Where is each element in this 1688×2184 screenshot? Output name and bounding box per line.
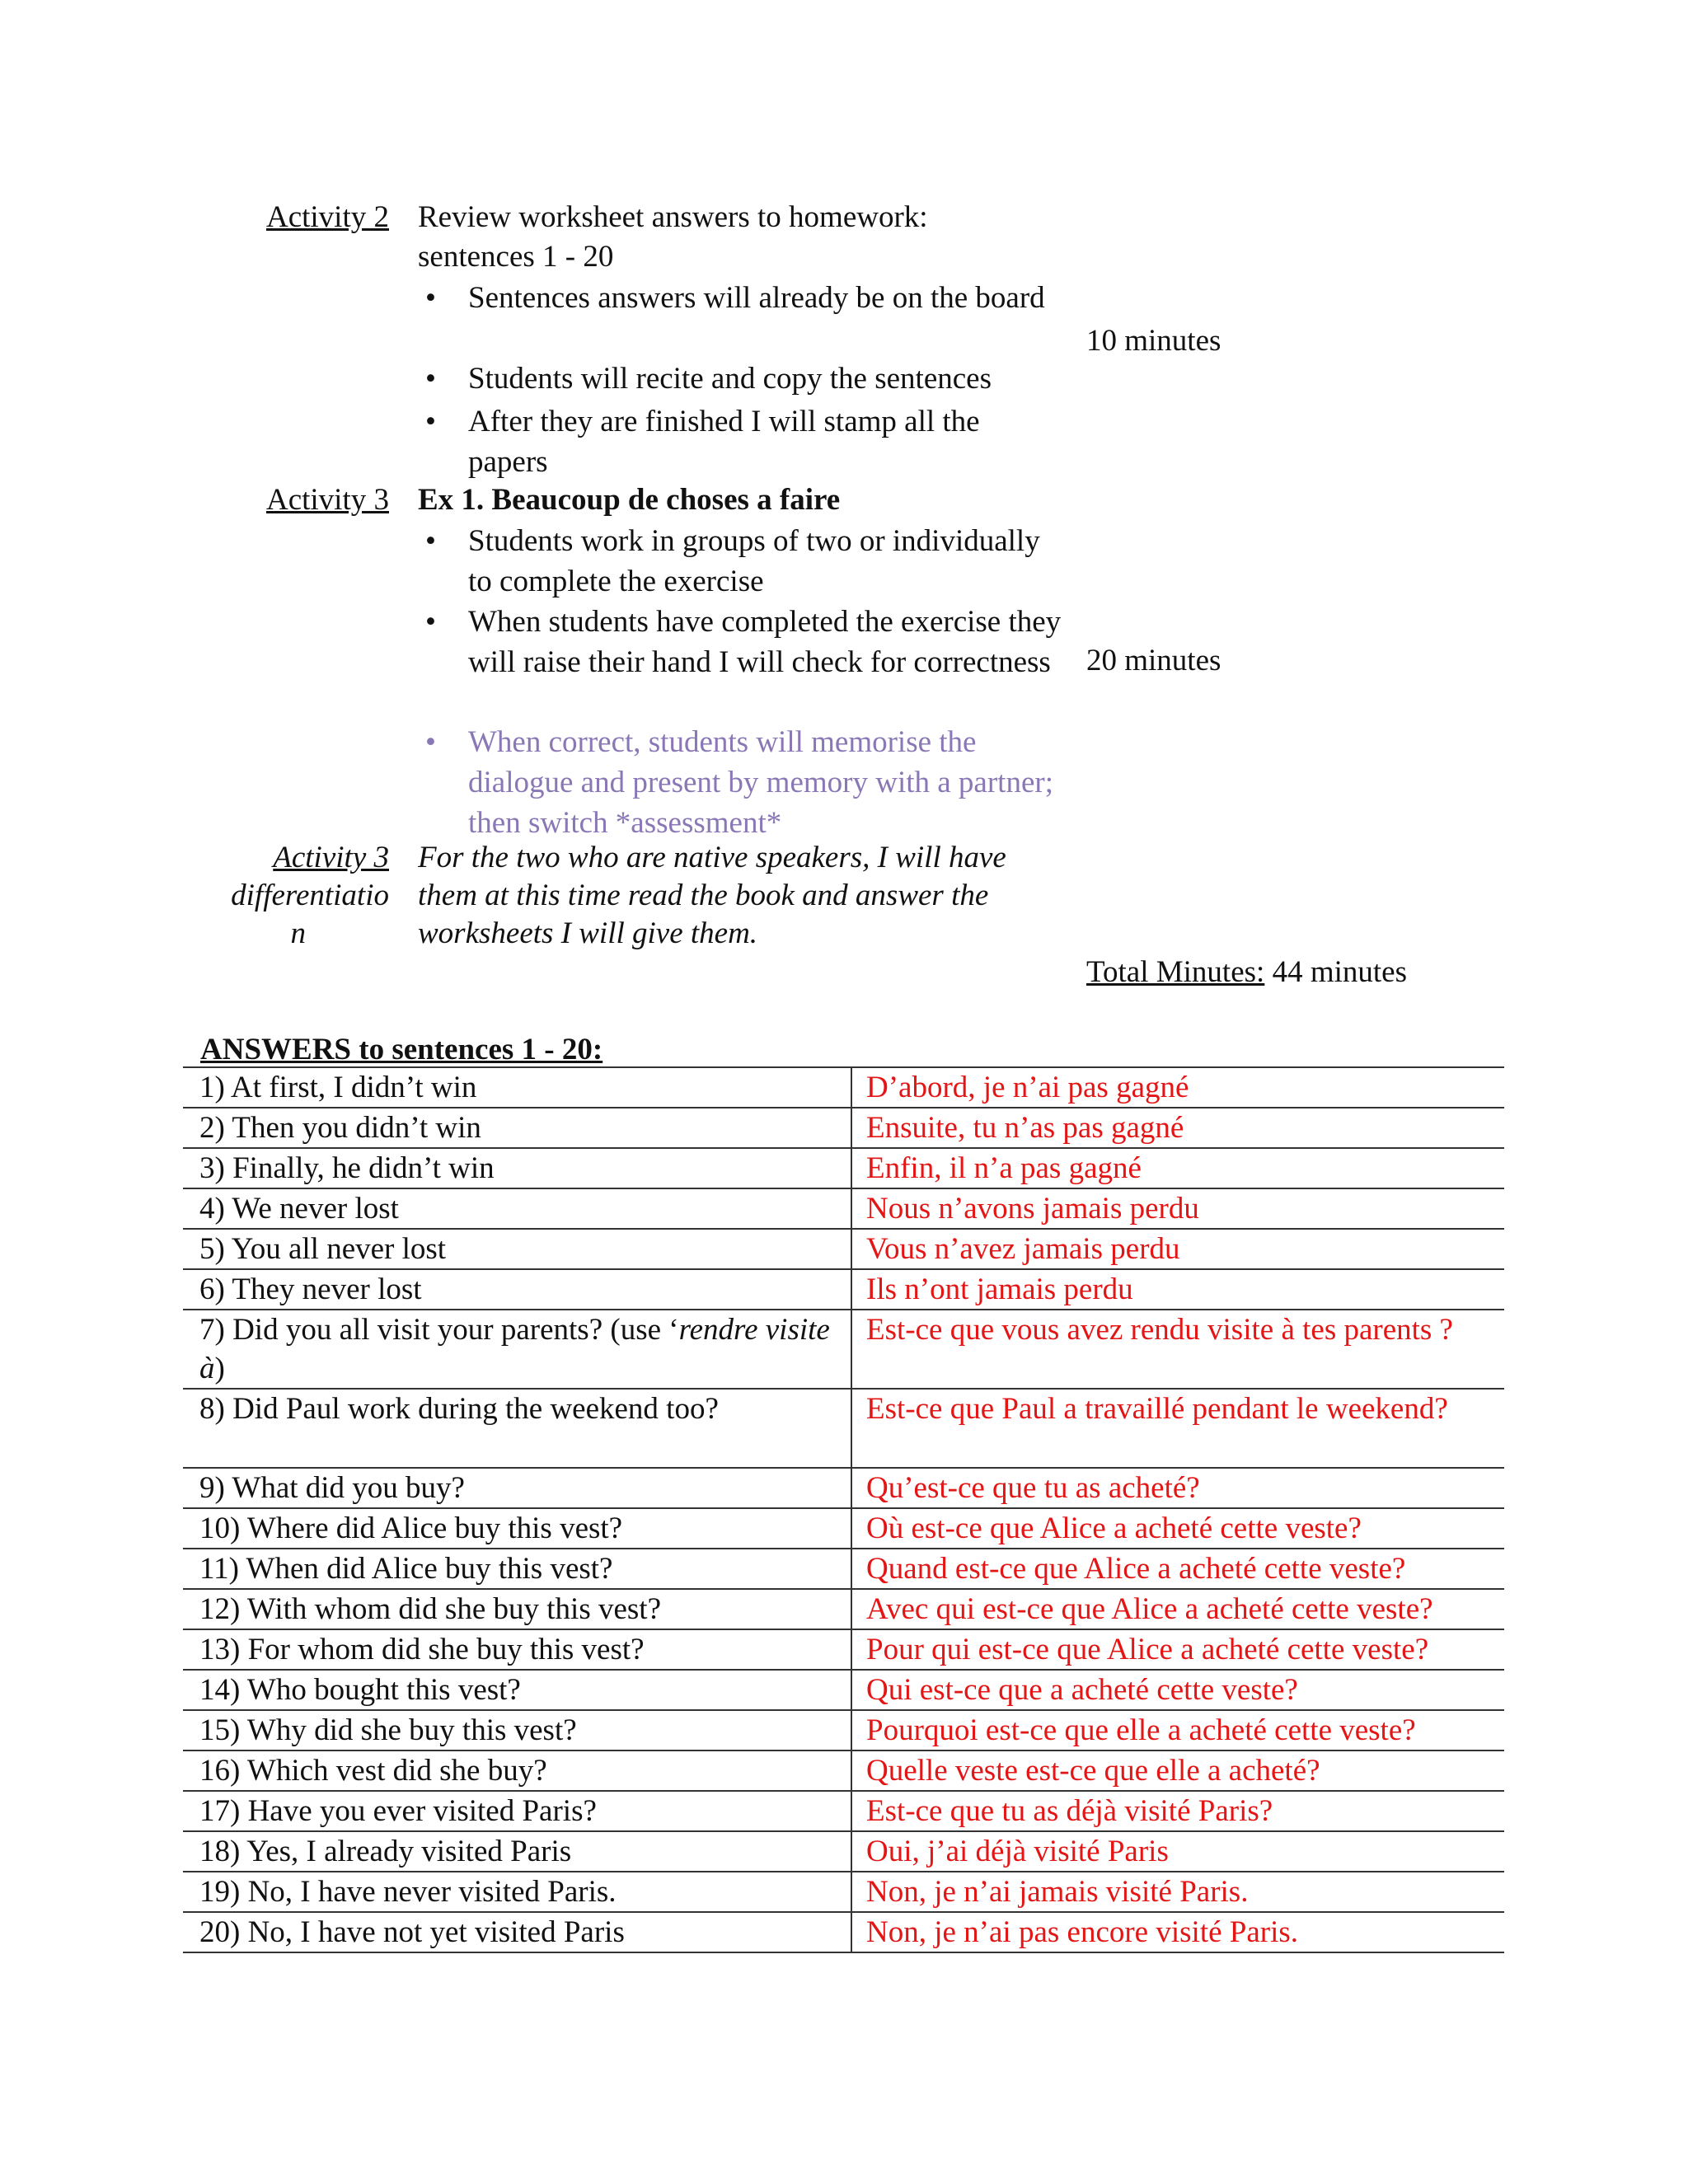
- differentiation-label-line3: n: [290, 916, 306, 950]
- table-row: [183, 1188, 1504, 1229]
- table-row: [183, 1508, 1504, 1549]
- english-cell: 4) We never lost: [183, 1188, 851, 1229]
- french-cell: Enfin, il n’a pas gagné: [851, 1148, 1504, 1188]
- activity-3-bullet-1: [425, 521, 1062, 602]
- table-row: [183, 1872, 1504, 1912]
- activity-2-bullet-2: [425, 359, 1062, 399]
- english-cell: 17) Have you ever visited Paris?: [183, 1791, 851, 1831]
- activity-3-label: Activity 3: [265, 483, 389, 517]
- table-row: [183, 1912, 1504, 1952]
- french-cell: Non, je n’ai pas encore visité Paris.: [851, 1912, 1504, 1952]
- french-cell: Avec qui est-ce que Alice a acheté cette veste?: [851, 1589, 1504, 1629]
- english-cell: 6) They never lost: [183, 1269, 851, 1310]
- table-row: [183, 1389, 1504, 1468]
- total-minutes-label: Total Minutes:: [1086, 955, 1265, 989]
- table-row: [183, 1791, 1504, 1831]
- french-cell: Pourquoi est-ce que elle a acheté cette veste?: [851, 1710, 1504, 1750]
- table-row: [183, 1229, 1504, 1269]
- french-cell: Est-ce que Paul a travaillé pendant le weekend?: [851, 1389, 1504, 1468]
- french-cell: Nous n’avons jamais perdu: [851, 1188, 1504, 1229]
- table-row: [183, 1468, 1504, 1508]
- bullet-icon: •: [425, 362, 436, 396]
- differentiation-text: For the two who are native speakers, I will have them at this time read the book and answer the worksheets I will give them.: [418, 841, 1006, 950]
- table-row: [183, 1710, 1504, 1750]
- english-cell: 19) No, I have never visited Paris.: [183, 1872, 851, 1912]
- english-cell: 5) You all never lost: [183, 1229, 851, 1269]
- french-cell: D’abord, je n’ai pas gagné: [851, 1067, 1504, 1108]
- bullet-text: Sentences answers will already be on the board: [468, 281, 1045, 315]
- french-cell: Pour qui est-ce que Alice a acheté cette veste?: [851, 1629, 1504, 1670]
- activity-2-heading-line2: sentences 1 - 20: [418, 240, 614, 274]
- activity-2-bullet-1: [425, 278, 1062, 318]
- english-cell: 18) Yes, I already visited Paris: [183, 1831, 851, 1872]
- french-cell: Non, je n’ai jamais visité Paris.: [851, 1872, 1504, 1912]
- bullet-icon: •: [425, 281, 436, 315]
- bullet-text: When correct, students will memorise the dialogue and present by memory with a partner; then switch *assessment*: [468, 725, 1053, 840]
- table-row: [183, 1310, 1504, 1389]
- activity-3-assessment-bullet: [425, 722, 1062, 843]
- french-cell: Est-ce que tu as déjà visité Paris?: [851, 1791, 1504, 1831]
- english-cell: 12) With whom did she buy this vest?: [183, 1589, 851, 1629]
- activity-2-heading-line1: Review worksheet answers to homework:: [418, 200, 928, 234]
- bullet-icon: •: [425, 725, 436, 759]
- english-cell: 16) Which vest did she buy?: [183, 1750, 851, 1791]
- french-cell: Vous n’avez jamais perdu: [851, 1229, 1504, 1269]
- table-row: [183, 1108, 1504, 1148]
- english-cell: 15) Why did she buy this vest?: [183, 1710, 851, 1750]
- activity-2-bullet-3: [425, 401, 1062, 482]
- bullet-text: When students have completed the exercise they will raise their hand I will check for correctness: [468, 605, 1062, 679]
- bullet-icon: •: [425, 405, 436, 438]
- table-row: [183, 1831, 1504, 1872]
- french-cell: Qui est-ce que a acheté cette veste?: [851, 1670, 1504, 1710]
- activity-2-time: 10 minutes: [1086, 324, 1221, 358]
- table-row: [183, 1670, 1504, 1710]
- activity-2-label: Activity 2: [265, 200, 389, 234]
- table-row: [183, 1589, 1504, 1629]
- table-row: [183, 1750, 1504, 1791]
- table-row: [183, 1148, 1504, 1188]
- english-cell: 14) Who bought this vest?: [183, 1670, 851, 1710]
- english-cell-suffix: ): [214, 1352, 225, 1385]
- activity-3-bullet-2: [425, 602, 1062, 682]
- bullet-text: Students work in groups of two or individually to complete the exercise: [468, 524, 1040, 598]
- english-cell: 9) What did you buy?: [183, 1468, 851, 1508]
- total-minutes: [1086, 953, 1407, 992]
- english-cell: 1) At first, I didn’t win: [183, 1067, 851, 1108]
- differentiation-label: [198, 839, 389, 953]
- french-cell: Ils n’ont jamais perdu: [851, 1269, 1504, 1310]
- table-row: [183, 1549, 1504, 1589]
- english-cell: 10) Where did Alice buy this vest?: [183, 1508, 851, 1549]
- french-cell: Est-ce que vous avez rendu visite à tes parents ?: [851, 1310, 1504, 1389]
- french-cell: Quelle veste est-ce que elle a acheté?: [851, 1750, 1504, 1791]
- english-cell: 11) When did Alice buy this vest?: [183, 1549, 851, 1589]
- french-cell: Où est-ce que Alice a acheté cette veste?: [851, 1508, 1504, 1549]
- activity-3-time: 20 minutes: [1086, 644, 1221, 677]
- table-row: [183, 1269, 1504, 1310]
- bullet-icon: •: [425, 524, 436, 558]
- bullet-text: After they are finished I will stamp all the papers: [468, 405, 980, 479]
- english-cell: 8) Did Paul work during the weekend too?: [183, 1389, 851, 1468]
- french-cell: Quand est-ce que Alice a acheté cette veste?: [851, 1549, 1504, 1589]
- english-cell: 13) For whom did she buy this vest?: [183, 1629, 851, 1670]
- english-cell-prefix: 7) Did you all visit your parents? (use ‘: [199, 1313, 679, 1347]
- bullet-text: Students will recite and copy the sentences: [468, 362, 992, 396]
- total-minutes-value: 44 minutes: [1264, 955, 1407, 989]
- english-cell: 3) Finally, he didn’t win: [183, 1148, 851, 1188]
- table-row: [183, 1067, 1504, 1108]
- french-cell: Ensuite, tu n’as pas gagné: [851, 1108, 1504, 1148]
- activity-3-heading: Ex 1. Beaucoup de choses a faire: [418, 483, 841, 517]
- french-cell: Qu’est-ce que tu as acheté?: [851, 1468, 1504, 1508]
- bullet-icon: •: [425, 605, 436, 639]
- differentiation-label-line1: Activity 3: [273, 841, 389, 874]
- answers-table: [183, 1066, 1504, 1953]
- table-row: [183, 1629, 1504, 1670]
- french-cell: Oui, j’ai déjà visité Paris: [851, 1831, 1504, 1872]
- english-cell: [183, 1310, 851, 1389]
- answers-heading: ANSWERS to sentences 1 - 20:: [200, 1033, 603, 1066]
- differentiation-label-line2: differentiatio: [231, 879, 389, 912]
- english-cell: 20) No, I have not yet visited Paris: [183, 1912, 851, 1952]
- english-cell-italic: rendre visite à: [199, 1313, 830, 1385]
- english-cell: 2) Then you didn’t win: [183, 1108, 851, 1148]
